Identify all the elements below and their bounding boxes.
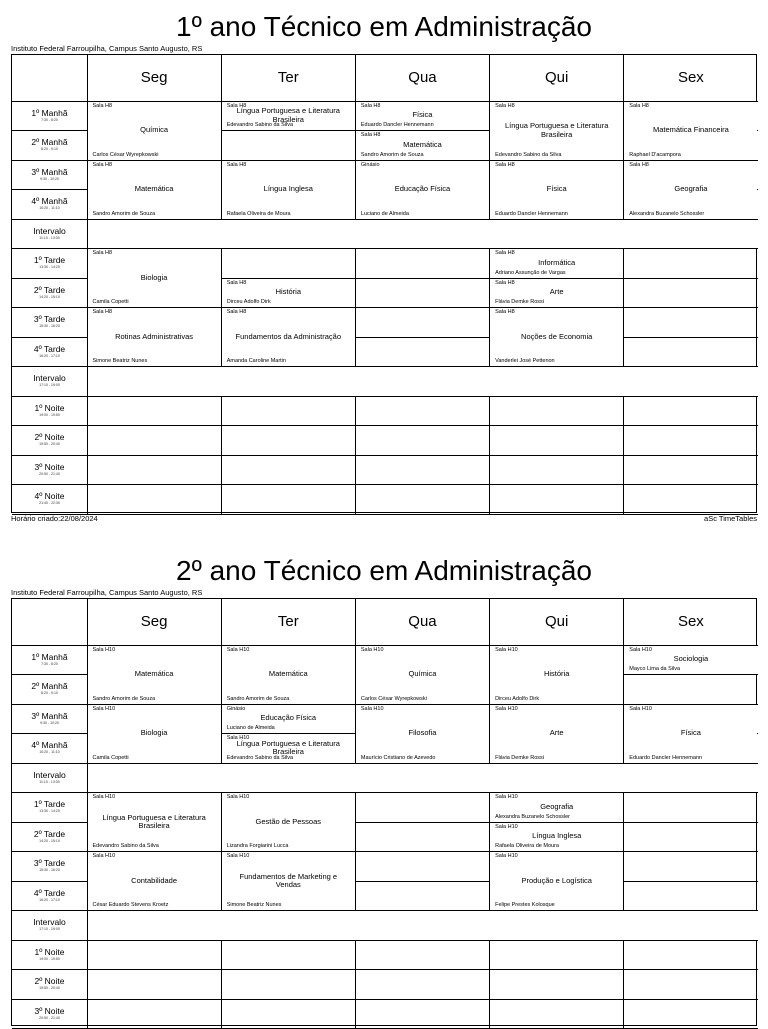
lesson-teacher: Simone Beatriz Nunes: [226, 902, 282, 908]
lesson-cell: [88, 793, 221, 851]
day-header: Qui: [545, 613, 569, 630]
lesson-cell: [222, 646, 355, 704]
lesson-teacher: Carlos César Wyrepkowski: [360, 695, 427, 702]
lesson-subject: Língua Portuguesa e Literatura Brasileira: [102, 812, 206, 830]
lesson-subject: Rotinas Administrativas: [115, 331, 194, 341]
lesson-teacher: Sandro Amorim de Souza: [92, 695, 156, 702]
lesson-subject: Fundamentos da Administração: [235, 331, 342, 341]
lesson-cell: [222, 102, 355, 131]
lesson-subject: Informática: [538, 257, 576, 267]
lesson-subject: Arte: [549, 728, 564, 737]
lesson-cell: [624, 646, 757, 675]
lesson-teacher: Simone Beatriz Nunes: [92, 358, 148, 364]
lesson-teacher: Lizandra Forgiarini Lucca: [226, 843, 289, 849]
period-label: [12, 858, 87, 873]
period-label: [12, 196, 87, 211]
period-label: [12, 344, 87, 359]
lesson-teacher: Eduardo Dancler Hennemann: [360, 122, 434, 128]
schedule-title: 2º ano Técnico em Administração: [176, 555, 592, 586]
lesson-subject: Educação Física: [260, 713, 316, 723]
lesson-teacher: Eduardo Dancler Hennemann: [495, 210, 568, 217]
lesson-cell: [490, 102, 623, 160]
period-label: [12, 799, 87, 814]
lesson-cell: [490, 852, 623, 910]
period-label: [12, 1006, 87, 1021]
lesson-teacher: Luciano de Almeida: [360, 210, 409, 217]
lesson-cell: [356, 161, 489, 219]
lesson-room: Sala H8: [495, 250, 515, 256]
lesson-cell: [88, 852, 221, 910]
lesson-room: Ginásio: [226, 705, 246, 712]
lesson-room: Sala H8: [495, 309, 515, 315]
lesson-cell: [356, 646, 489, 704]
period-name: 2º Manhã: [31, 137, 68, 148]
day-header: Sex: [677, 613, 704, 630]
period-name: 4º Manhã: [31, 196, 68, 207]
period-label: [12, 285, 87, 300]
period-time: 8:20 - 9:10: [41, 147, 58, 152]
lesson-room: Sala H10: [629, 705, 652, 712]
lesson-room: Sala H8: [360, 132, 381, 138]
lesson-teacher: Edevandro Sabino da Silva: [495, 151, 562, 158]
lesson-teacher: Mayco Lima da Silva: [629, 666, 681, 672]
period-name: Intervalo: [33, 917, 66, 928]
period-time: 21:40 - 22:30: [39, 501, 60, 506]
lesson-cell: [624, 102, 757, 160]
period-name: 1º Noite: [34, 946, 65, 957]
row-divider: [12, 514, 758, 515]
period-name: 3º Manhã: [31, 710, 68, 721]
period-time: 17:10 - 19:00: [39, 383, 60, 388]
lesson-subject: Fundamentos de Marketing e Vendas: [239, 871, 338, 889]
break-row: [88, 367, 757, 396]
lesson-teacher: Alexandra Buzanelo Schossler: [629, 210, 705, 217]
period-time: 10:20 - 11:10: [39, 206, 60, 211]
lesson-subject: Educação Física: [394, 184, 451, 193]
footer-created: Horário criado:22/08/2024: [11, 514, 98, 523]
row-divider: [12, 396, 758, 397]
lesson-cell: [356, 131, 489, 160]
period-label: [12, 829, 87, 844]
lesson-teacher: Dirceu Adolfo Dirk: [226, 299, 271, 305]
lesson-room: Sala H10: [226, 735, 250, 741]
lesson-subject: Arte: [549, 287, 564, 297]
period-time: 13:30 - 14:20: [39, 265, 60, 270]
lesson-cell: [624, 705, 757, 763]
lesson-room: Sala H10: [92, 705, 116, 712]
period-time: 14:20 - 15:10: [39, 294, 60, 299]
period-name: 1º Manhã: [31, 651, 68, 662]
period-label: [12, 711, 87, 726]
lesson-subject: Biologia: [140, 272, 168, 282]
lesson-room: Sala H10: [360, 705, 384, 712]
period-time: 19:50 - 20:40: [39, 442, 60, 447]
lesson-subject: Física: [680, 728, 701, 737]
row-divider: [12, 425, 758, 426]
period-time: 11:10 - 13:30: [39, 779, 60, 784]
lesson-teacher: Rafaela Oliveira de Moura: [495, 843, 559, 849]
period-name: 3º Noite: [34, 461, 65, 472]
lesson-subject: Noções de Economia: [521, 331, 593, 341]
period-name: 4º Manhã: [31, 740, 68, 751]
lesson-cell: [88, 161, 221, 219]
lesson-subject: Matemática: [403, 139, 442, 149]
lesson-teacher: Eduardo Dancler Hennemann: [629, 754, 703, 761]
lesson-room: Sala H10: [226, 646, 250, 653]
lesson-teacher: Rafaela Oliveira de Moura: [226, 210, 291, 217]
period-name: 3º Tarde: [33, 314, 66, 325]
period-label: [12, 403, 87, 418]
lesson-cell: [88, 705, 221, 763]
lesson-room: Sala H8: [92, 309, 113, 315]
period-name: 4º Tarde: [33, 343, 66, 354]
lesson-teacher: Luciano de Almeida: [226, 725, 275, 731]
lesson-cell: [490, 161, 623, 219]
period-name: 4º Noite: [34, 491, 65, 502]
lesson-subject: Matemática: [134, 184, 174, 193]
row-divider: [12, 455, 758, 456]
period-name: 1º Manhã: [31, 107, 68, 118]
lesson-cell: [490, 249, 623, 278]
day-header: Ter: [277, 69, 299, 86]
period-label: [12, 226, 87, 241]
lesson-teacher: Vanderlei José Pettenon: [495, 358, 555, 364]
lesson-teacher: Sandro Amorim de Souza: [360, 151, 424, 158]
period-time: 14:20 - 15:10: [39, 838, 60, 843]
period-label: [12, 167, 87, 182]
lesson-teacher: César Eduardo Stevens Kroetz: [92, 902, 169, 908]
period-time: 9:30 - 10:20: [40, 720, 59, 725]
period-time: 7:30 - 8:20: [41, 117, 58, 122]
lesson-room: Sala H8: [226, 161, 247, 168]
period-name: 4º Tarde: [33, 887, 66, 898]
lesson-subject: Biologia: [140, 728, 168, 737]
lesson-room: Sala H8: [226, 279, 247, 286]
period-time: 10:20 - 11:10: [39, 750, 60, 755]
lesson-subject: História: [275, 287, 301, 297]
lesson-room: Sala H8: [495, 279, 515, 286]
row-divider: [12, 969, 758, 970]
period-time: 19:00 - 19:50: [39, 412, 60, 417]
lesson-subject: Contabilidade: [131, 875, 178, 885]
period-time: 20:50 - 21:40: [39, 1015, 60, 1020]
period-label: [12, 681, 87, 696]
lesson-room: Sala H10: [360, 646, 384, 653]
period-label: [12, 976, 87, 991]
day-header: Seg: [140, 69, 168, 86]
period-time: 15:30 - 16:20: [39, 324, 60, 329]
period-label: [12, 432, 87, 447]
lesson-subject: Física: [546, 184, 567, 193]
lesson-teacher: Edevandro Sabino da Silva: [92, 843, 159, 849]
lesson-cell: [490, 308, 623, 366]
lesson-room: Sala H10: [495, 823, 518, 830]
period-name: 2º Noite: [34, 976, 65, 987]
lesson-teacher: Flávia Demke Rossi: [495, 299, 544, 305]
lesson-room: Sala H10: [92, 646, 116, 653]
period-label: [12, 947, 87, 962]
lesson-cell: [88, 102, 221, 160]
lesson-subject: Língua Inglesa: [263, 184, 313, 193]
period-name: 2º Tarde: [33, 284, 66, 295]
day-header: Ter: [277, 613, 299, 630]
lesson-cell: [222, 734, 355, 763]
lesson-room: Sala H8: [495, 161, 515, 168]
period-name: Intervalo: [33, 769, 66, 780]
lesson-cell: [490, 705, 623, 763]
lesson-room: Ginásio: [360, 161, 380, 168]
lesson-subject: Língua Portuguesa e Literatura Brasileira: [236, 738, 340, 757]
lesson-teacher: Sandro Amorim de Souza: [92, 210, 156, 217]
lesson-room: Sala H10: [226, 853, 250, 859]
lesson-cell: [490, 793, 623, 822]
lesson-teacher: Alexandra Buzanelo Schossler: [495, 813, 570, 820]
day-header: Sex: [677, 69, 704, 86]
lesson-subject: Língua Portuguesa e Literatura Brasileira: [236, 106, 340, 124]
lesson-room: Sala H8: [92, 161, 113, 168]
lesson-cell: [356, 102, 489, 131]
period-name: 1º Tarde: [33, 799, 66, 810]
lesson-teacher: Flávia Demke Rossi: [495, 754, 544, 761]
lesson-subject: Química: [408, 669, 437, 678]
period-name: 2º Tarde: [33, 828, 66, 839]
lesson-cell: [222, 161, 355, 219]
lesson-room: Sala H10: [92, 794, 116, 800]
lesson-subject: Sociologia: [673, 654, 709, 664]
period-name: 2º Noite: [34, 432, 65, 443]
period-name: 3º Manhã: [31, 166, 68, 177]
lesson-subject: Produção e Logística: [521, 875, 592, 885]
period-label: [12, 462, 87, 477]
lesson-room: Sala H8: [629, 102, 649, 109]
lesson-room: Sala H8: [629, 161, 649, 168]
period-time: 19:50 - 20:40: [39, 986, 60, 991]
lesson-cell: [490, 646, 623, 704]
lesson-subject: Matemática: [268, 669, 308, 678]
break-row: [88, 764, 757, 793]
lesson-subject: Geografia: [540, 801, 574, 811]
row-divider: [12, 940, 758, 941]
schedule-title: 1º ano Técnico em Administração: [176, 11, 592, 42]
lesson-teacher: Sandro Amorim de Souza: [226, 695, 290, 702]
period-time: 16:20 - 17:10: [39, 897, 60, 902]
period-name: 1º Tarde: [33, 255, 66, 266]
lesson-cell: [222, 308, 355, 366]
lesson-subject: Física: [412, 110, 433, 120]
lesson-room: Sala H10: [495, 705, 518, 712]
lesson-cell: [222, 852, 355, 910]
lesson-teacher: Amanda Caroline Martin: [226, 358, 286, 364]
period-time: 19:00 - 19:50: [39, 956, 60, 961]
lesson-room: Sala H8: [495, 102, 515, 109]
lesson-room: Sala H8: [92, 102, 113, 109]
day-header: Qua: [408, 613, 437, 630]
lesson-teacher: Edevandro Sabino da Silva: [226, 754, 294, 761]
period-label: [12, 108, 87, 123]
lesson-subject: Química: [140, 125, 169, 134]
period-name: Intervalo: [33, 225, 66, 236]
lesson-subject: Matemática: [134, 669, 174, 678]
lesson-room: Sala H8: [226, 102, 247, 109]
period-name: 2º Manhã: [31, 681, 68, 692]
lesson-subject: Língua Inglesa: [532, 831, 582, 841]
row-divider: [12, 484, 758, 485]
period-label: [12, 770, 87, 785]
lesson-cell: [624, 161, 757, 219]
day-header: Seg: [140, 613, 168, 630]
lesson-cell: [356, 705, 489, 763]
period-label: [12, 491, 87, 506]
period-time: 13:30 - 14:20: [39, 809, 60, 814]
period-label: [12, 652, 87, 667]
footer-brand: aSc TimeTables: [704, 514, 757, 523]
period-time: 9:30 - 10:20: [40, 176, 59, 181]
period-time: 11:10 - 13:30: [39, 235, 60, 240]
lesson-teacher: Camila Copetti: [92, 299, 129, 305]
period-label: [12, 740, 87, 755]
period-label: [12, 255, 87, 270]
institution-name: Instituto Federal Farroupilha, Campus Santo Augusto, RS: [11, 588, 203, 597]
lesson-teacher: Carlos César Wyrepkowski: [92, 151, 159, 158]
lesson-room: Sala H8: [226, 309, 247, 315]
lesson-cell: [88, 646, 221, 704]
lesson-subject: Matemática Financeira: [652, 125, 729, 134]
institution-name: Instituto Federal Farroupilha, Campus Santo Augusto, RS: [11, 44, 203, 53]
lesson-cell: [88, 308, 221, 366]
lesson-subject: História: [543, 669, 570, 678]
lesson-cell: [222, 279, 355, 308]
lesson-teacher: Adriano Assunção de Vargas: [495, 269, 566, 276]
lesson-teacher: Raphael D'acampora: [629, 151, 681, 158]
lesson-teacher: Camila Copetti: [92, 754, 129, 761]
lesson-subject: Gestão de Pessoas: [255, 816, 322, 826]
day-header: Qua: [408, 69, 437, 86]
lesson-room: Sala H10: [495, 794, 518, 800]
lesson-cell: [490, 279, 623, 308]
lesson-room: Sala H10: [495, 646, 518, 653]
lesson-room: Sala H8: [92, 250, 113, 256]
timetable-grid: [11, 54, 757, 513]
lesson-cell: [222, 793, 355, 851]
lesson-subject: Geografia: [674, 184, 708, 193]
period-label: [12, 373, 87, 388]
lesson-room: Sala H10: [495, 853, 518, 859]
lesson-subject: Língua Portuguesa e Literatura Brasileira: [504, 121, 609, 139]
lesson-cell: [88, 249, 221, 307]
period-name: Intervalo: [33, 373, 66, 384]
period-name: 3º Noite: [34, 1005, 65, 1016]
period-name: 3º Tarde: [33, 858, 66, 869]
period-time: 20:50 - 21:40: [39, 471, 60, 476]
lesson-teacher: Felipe Prestes Kolosque: [495, 902, 555, 908]
period-label: [12, 917, 87, 932]
lesson-teacher: Dirceu Adolfo Dirk: [495, 695, 540, 702]
period-time: 15:30 - 16:20: [39, 868, 60, 873]
period-time: 16:20 - 17:10: [39, 353, 60, 358]
period-name: 1º Noite: [34, 402, 65, 413]
lesson-subject: Filosofia: [408, 728, 437, 737]
lesson-cell: [222, 705, 355, 734]
break-row: [88, 911, 757, 940]
period-label: [12, 314, 87, 329]
period-label: [12, 888, 87, 903]
lesson-teacher: Maurício Cristiano de Azevedo: [360, 754, 436, 761]
lesson-room: Sala H10: [629, 646, 652, 653]
lesson-teacher: Edevandro Sabino da Silva: [226, 122, 294, 128]
timetable-grid: [11, 598, 757, 1026]
lesson-room: Sala H10: [92, 853, 116, 859]
period-label: [12, 137, 87, 152]
lesson-room: Sala H8: [360, 102, 381, 109]
period-time: 17:10 - 19:00: [39, 927, 60, 932]
break-row: [88, 220, 757, 249]
lesson-cell: [490, 823, 623, 852]
period-time: 7:30 - 8:20: [41, 661, 58, 666]
period-time: 8:20 - 9:10: [41, 691, 58, 696]
lesson-room: Sala H10: [226, 794, 250, 800]
day-header: Qui: [545, 69, 569, 86]
row-divider: [12, 999, 758, 1000]
